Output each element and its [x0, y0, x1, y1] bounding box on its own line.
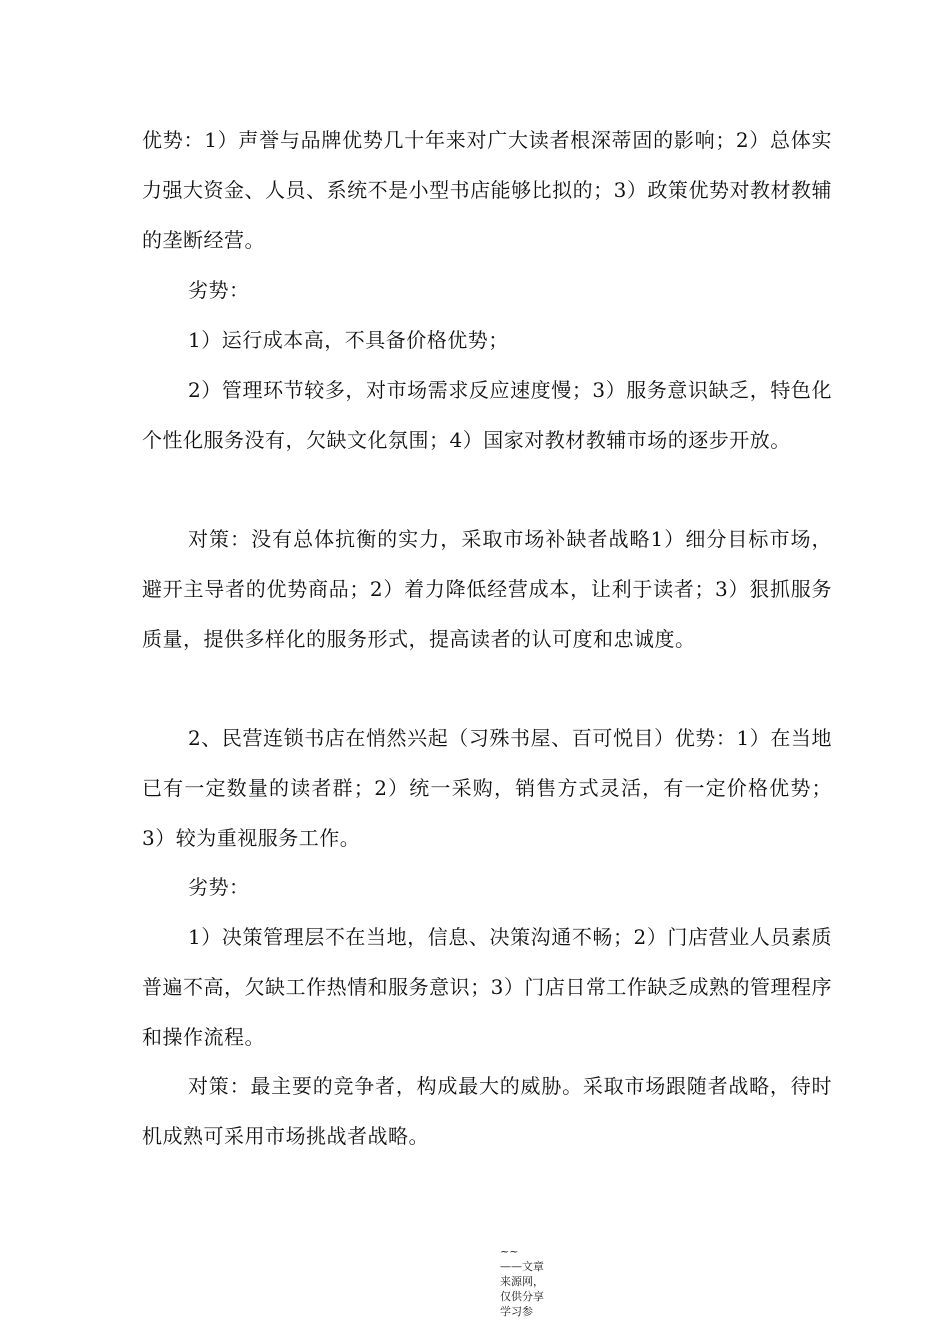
- footer-source-note: ——文章来源网，仅供分享学习参: [500, 1260, 544, 1318]
- paragraph-private-chain-stores: 2、民营连锁书店在悄然兴起（习殊书屋、百可悦目）优势：1）在当地已有一定数量的读者群；2）统一采购，销售方式灵活，有一定价格优势；3）较为重视服务工作。: [142, 726, 832, 850]
- paragraph-disadvantage-cost: 1）运行成本高，不具备价格优势；: [188, 328, 509, 352]
- paragraph-advantages-1: 优势：1）声誉与品牌优势几十年来对广大读者根深蒂固的影响；2）总体实力强大资金、人员、系统不是小型书店能够比拟的；3）政策优势对教材教辅的垄断经营。: [142, 128, 832, 252]
- paragraph-disadvantages-heading-1: 劣势：: [188, 278, 250, 302]
- paragraph-disadvantages-1: 2）管理环节较多，对市场需求反应速度慢；3）服务意识缺乏，特色化个性化服务没有，欠缺文化氛围；4）国家对教材教辅市场的逐步开放。: [142, 378, 832, 452]
- page-footer: [500, 1244, 546, 1319]
- paragraph-disadvantages-2: 1）决策管理层不在当地，信息、决策沟通不畅；2）门店营业人员素质普遍不高，欠缺工作热情和服务意识；3）门店日常工作缺乏成熟的管理程序和操作流程。: [142, 925, 832, 1049]
- paragraph-strategy-1: 对策：没有总体抗衡的实力，采取市场补缺者战略1）细分目标市场，避开主导者的优势商品；2）着力降低经营成本，让利于读者；3）狠抓服务质量，提供多样化的服务形式，提高读者的认可度和忠诚度。: [142, 527, 832, 651]
- footer-mark: ~~: [500, 1245, 519, 1258]
- paragraph-disadvantages-heading-2: 劣势：: [188, 875, 250, 899]
- paragraph-strategy-2: 对策：最主要的竞争者，构成最大的威胁。采取市场跟随者战略，待时机成熟可采用市场挑战者战略。: [142, 1074, 832, 1148]
